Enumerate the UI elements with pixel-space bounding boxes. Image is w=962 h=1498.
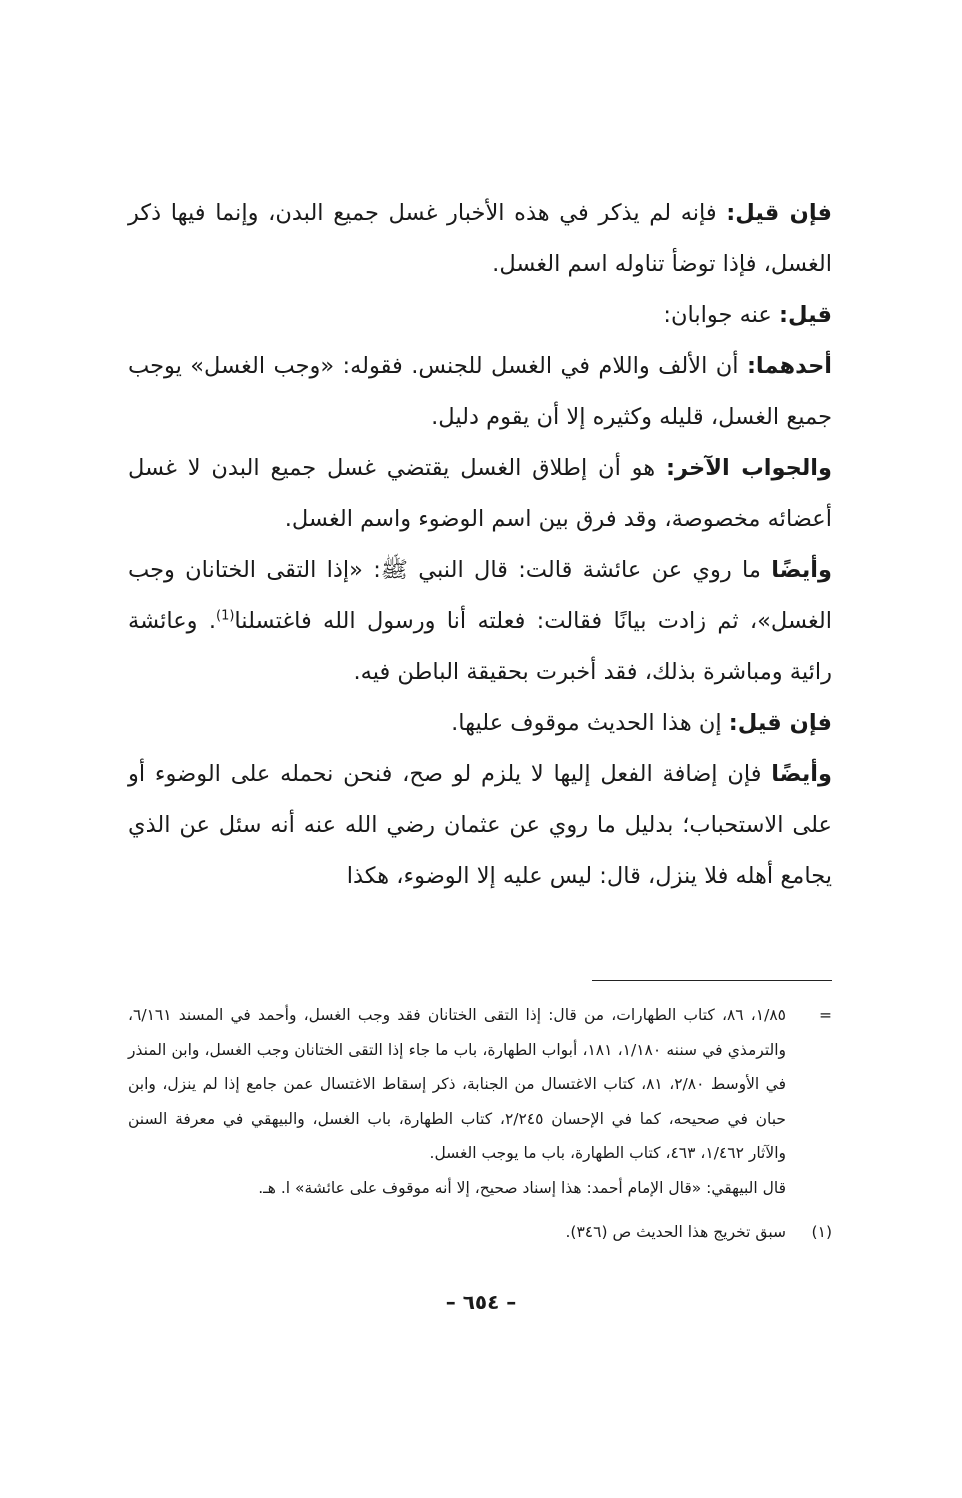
note-indent: [786, 1171, 832, 1206]
paragraph-lead: فإن قيل:: [728, 710, 832, 736]
paragraph-lead: فإن قيل:: [726, 200, 832, 226]
paragraph-aisha-hadith: [128, 545, 832, 698]
paragraph-lead: وأيضًا: [771, 761, 832, 787]
paragraph-text: إن هذا الحديث موقوف عليها.: [451, 710, 729, 736]
paragraph-reply-intro: [128, 290, 832, 341]
paragraph-text-continued: . وعائشة رائية ومباشرة بذلك، فقد أخبرت بحقيقة الباطن فيه.: [128, 608, 832, 685]
paragraph-lead: أحدهما:: [746, 353, 832, 379]
paragraph-lead: وأيضًا: [771, 557, 832, 583]
paragraph-text: أن الألف واللام في الغسل للجنس. فقوله: «وجب الغسل» يوجب جميع الغسل، قليله وكثيره إلا أن يقوم دليل.: [128, 353, 832, 430]
paragraph-objection-1: [128, 188, 832, 290]
paragraph-text: فإنه لم يذكر في هذه الأخبار غسل جميع البدن، وإنما فيها ذكر الغسل، فإذا توضأ تناوله اسم الغسل.: [128, 200, 832, 277]
page-number: – ٦٥٤ –: [445, 1290, 517, 1314]
footnote-1-text: سبق تخريج هذا الحديث ص (٣٤٦).: [565, 1223, 786, 1241]
footnotes: [128, 998, 832, 1250]
paragraph-text: عنه جوابان:: [663, 302, 779, 328]
paragraph-uthman: [128, 749, 832, 902]
continuation-marker: =: [819, 1006, 832, 1024]
paragraph-objection-2: [128, 698, 832, 749]
footnote-1: [128, 1215, 832, 1250]
footnote-1-marker: (١): [811, 1223, 832, 1241]
paragraph-first-answer: [128, 341, 832, 443]
main-text: [128, 188, 832, 902]
footnote-separator: [592, 980, 832, 981]
bayhaqi-note-text: قال البيهقي: «قال الإمام أحمد: هذا إسناد صحيح، إلا أنه موقوف على عائشة» ا. هـ.: [258, 1178, 786, 1197]
footnote-continuation: [128, 998, 832, 1171]
paragraph-second-answer: [128, 443, 832, 545]
footnote-reference: (1): [215, 608, 235, 624]
paragraph-lead: والجواب الآخر:: [666, 455, 832, 481]
paragraph-text: فإن إضافة الفعل إليها لا يلزم لو صح، فنحن نحمله على الوضوء أو على الاستحباب؛ بدليل ما روي عن عثمان رضي الله عنه أنه سئل عن الذي يجامع أهله فلا ينزل، قال: ليس عليه إلا الوضوء، هكذا: [128, 761, 832, 889]
bayhaqi-note: [128, 1171, 832, 1206]
paragraph-text: هو أن إطلاق الغسل يقتضي غسل جميع البدن لا غسل أعضائه مخصوصة، وقد فرق بين اسم الوضوء واسم الغسل.: [128, 455, 832, 532]
paragraph-lead: قيل:: [779, 302, 832, 328]
paragraph-text: ما روي عن عائشة قالت: قال النبي ﷺ: «إذا التقى الختانان وجب الغسل»، ثم زادت بيانًا فقالت: فعلته أنا ورسول الله فاغتسلنا: [128, 557, 832, 634]
continuation-text: ١/٨٥، ٨٦، كتاب الطهارات، من قال: إذا التقى الختانان فقد وجب الغسل، وأحمد في المسند ٦/١٦١، والترمذي في سننه ١/١٨٠، ١٨١، أبواب الطهارة، باب ما جاء إذا التقى الختانان وجب الغسل، وابن المنذر في الأوسط ٢/٨٠، ٨١، كتاب الاغتسال من الجنابة، ذكر إسقاط الاغتسال عمن جامع إذا لم ينزل، وابن حبان في صحيحه، كما في الإحسان ٢/٢٤٥، كتاب الطهارة، باب الغسل، والبيهقي في معرفة السنن والآثار ١/٤٦٢، ٤٦٣، كتاب الطهارة، باب ما يوجب الغسل.: [128, 1006, 787, 1162]
